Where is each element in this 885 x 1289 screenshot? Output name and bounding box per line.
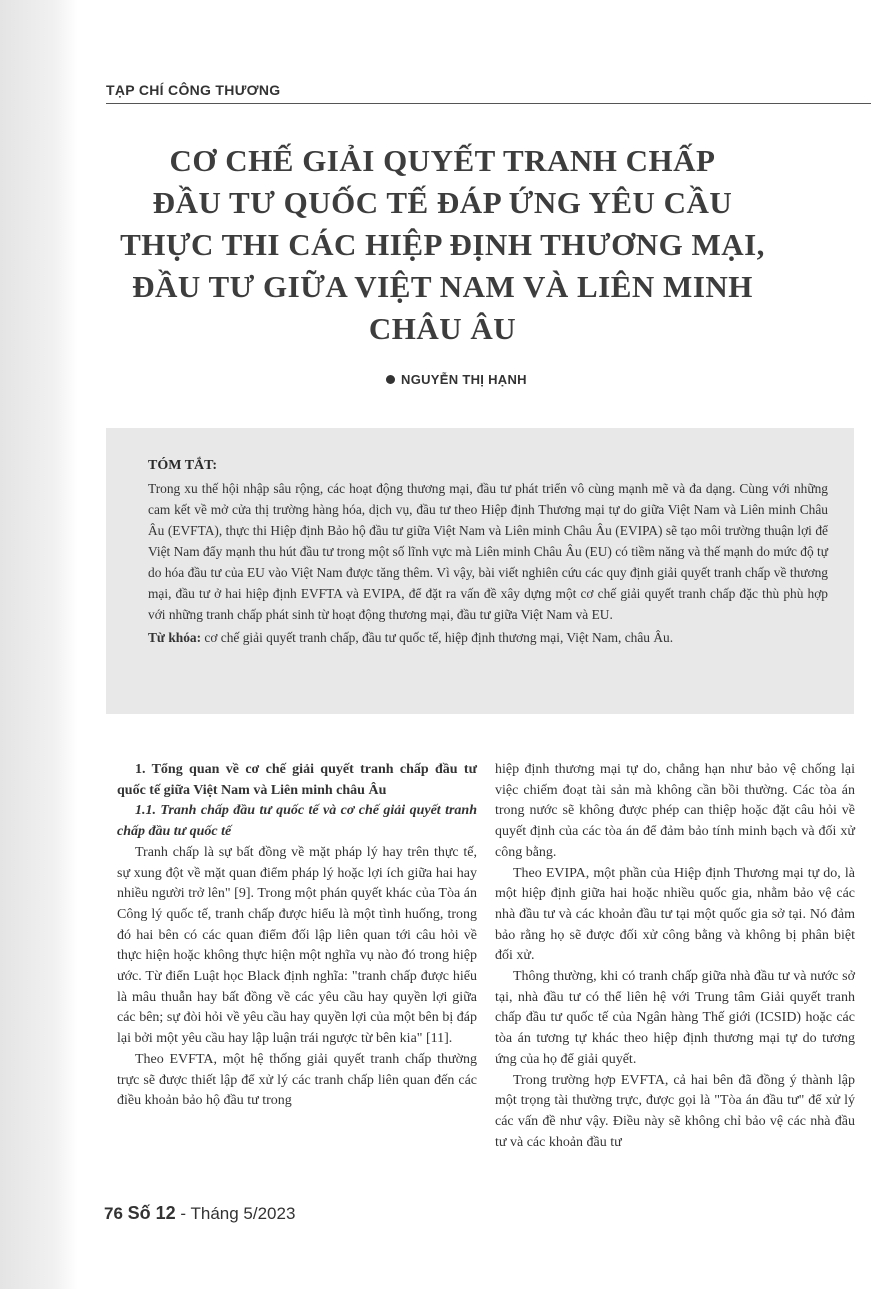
author-name: NGUYỄN THỊ HẠNH (401, 372, 527, 387)
right-column (495, 760, 855, 1153)
keywords-line (148, 627, 828, 648)
subsection-heading: 1.1. Tranh chấp đầu tư quốc tế và cơ chế giải quyết tranh chấp đầu tư quốc tế (117, 803, 477, 840)
page-footer (104, 1203, 295, 1224)
abstract-content (148, 458, 828, 648)
title-line: ĐẦU TƯ QUỐC TẾ ĐÁP ỨNG YÊU CẦU (152, 185, 733, 220)
issue-date: - Tháng 5/2023 (175, 1204, 296, 1223)
title-line: THỰC THI CÁC HIỆP ĐỊNH THƯƠNG MẠI, (120, 227, 765, 262)
paragraph: hiệp định thương mại tự do, chẳng hạn như bảo vệ chống lại việc chiếm đoạt tài sản mà không cần bồi thường. Các tòa án trong nước sẽ không được phép can thiệp hoặc đặt câu hỏi về quyết định của các tòa án để đảm bảo tính minh bạch và đối xử công bằng. (495, 762, 855, 860)
issue-number: Số 12 (127, 1203, 176, 1223)
abstract-body: Trong xu thế hội nhập sâu rộng, các hoạt động thương mại, đầu tư phát triển vô cùng mạnh mẽ và đa dạng. Cùng với những cam kết về mở cửa thị trường hàng hóa, dịch vụ, đầu tư theo Hiệp định Thương mại tự do giữa Việt Nam và Liên minh Châu Âu (EVFTA), thực thi Hiệp định Bảo hộ đầu tư giữa Việt Nam và Liên minh Châu Âu (EVIPA) sẽ tạo môi trường thuận lợi để Việt Nam đẩy mạnh thu hút đầu tư trong một số lĩnh vực mà Liên minh Châu Âu (EU) có tiềm năng và thế mạnh do mức độ tự do hóa đầu tư của EU vào Việt Nam được tăng thêm. Vì vậy, bài viết nghiên cứu các quy định giải quyết tranh chấp về thương mại, đầu tư ở hai hiệp định EVFTA và EVIPA, để đặt ra vấn đề xây dựng một cơ chế giải quyết tranh chấp đặc thù phù hợp với những tranh chấp phát sinh từ hoạt động thương mại, đầu tư giữa Việt Nam và EU. (148, 481, 828, 622)
header-divider (106, 103, 871, 104)
page-number: 76 (104, 1204, 123, 1223)
title-line: CHÂU ÂU (368, 311, 517, 346)
bullet-icon (386, 375, 395, 384)
author-line (386, 372, 527, 387)
paragraph: Thông thường, khi có tranh chấp giữa nhà đầu tư và nước sở tại, nhà đầu tư có thể liên hệ với Trung tâm Giải quyết tranh chấp đầu tư quốc tế của Ngân hàng Thế giới (ICSID) hoặc các tòa án tương tự khác theo hiệp định thương mại tự do tương ứng của họ để giải quyết. (495, 969, 855, 1067)
section-heading: 1. Tổng quan về cơ chế giải quyết tranh chấp đầu tư quốc tế giữa Việt Nam và Liên minh châu Âu (117, 762, 477, 798)
keywords-text: cơ chế giải quyết tranh chấp, đầu tư quốc tế, hiệp định thương mại, Việt Nam, châu Âu. (201, 630, 674, 645)
paragraph: Theo EVIPA, một phần của Hiệp định Thương mại tự do, là một hiệp định giữa hai hoặc nhiều quốc gia, nhằm bảo vệ các nhà đầu tư và các khoản đầu tư tại một quốc gia sở tại. Nó đảm bảo rằng họ sẽ được đối xử công bằng và không bị phân biệt đối xử. (495, 865, 855, 964)
left-column (117, 760, 477, 1112)
title-line: CƠ CHẾ GIẢI QUYẾT TRANH CHẤP (169, 143, 716, 178)
abstract-heading: TÓM TẮT: (148, 458, 218, 473)
paragraph: Tranh chấp là sự bất đồng về mặt pháp lý hay trên thực tế, sự xung đột về mặt quan điểm pháp lý hoặc lợi ích giữa hai hay nhiều người trở lên" [9]. Trong một phán quyết khác của Tòa án Công lý quốc tế, tranh chấp được hiểu là một tình huống, trong đó hai bên có các quan điểm đối lập liên quan tới câu hỏi về thực hiện hoặc không thực hiện một nghĩa vụ nào đó trong hiệp ước. Từ điển Luật học Black định nghĩa: "tranh chấp được hiểu là mâu thuẫn hay bất đồng về các yêu cầu hay quyền lợi giữa các bên; sự đòi hỏi về yêu cầu hay quyền lợi của một bên bị đáp lại bởi một yêu cầu hay lập luận trái ngược từ bên kia" [11]. (117, 844, 477, 1047)
paragraph: Trong trường hợp EVFTA, cả hai bên đã đồng ý thành lập một trọng tài thường trực, được gọi là "Tòa án đầu tư" để xử lý các vấn đề như vậy. Điều này sẽ không chỉ bảo vệ các nhà đầu tư và các khoản đầu tư (495, 1072, 855, 1150)
abstract-box (106, 428, 854, 714)
paragraph: Theo EVFTA, một hệ thống giải quyết tranh chấp thường trực sẽ được thiết lập để xử lý các tranh chấp liên quan đến các điều khoản bảo hộ đầu tư trong (117, 1051, 477, 1109)
keywords-label: Từ khóa: (148, 630, 202, 645)
journal-header: TẠP CHÍ CÔNG THƯƠNG (106, 82, 281, 98)
page-edge-shadow (0, 0, 78, 1289)
title-line: ĐẦU TƯ GIỮA VIỆT NAM VÀ LIÊN MINH (132, 269, 753, 304)
article-title (100, 140, 785, 350)
